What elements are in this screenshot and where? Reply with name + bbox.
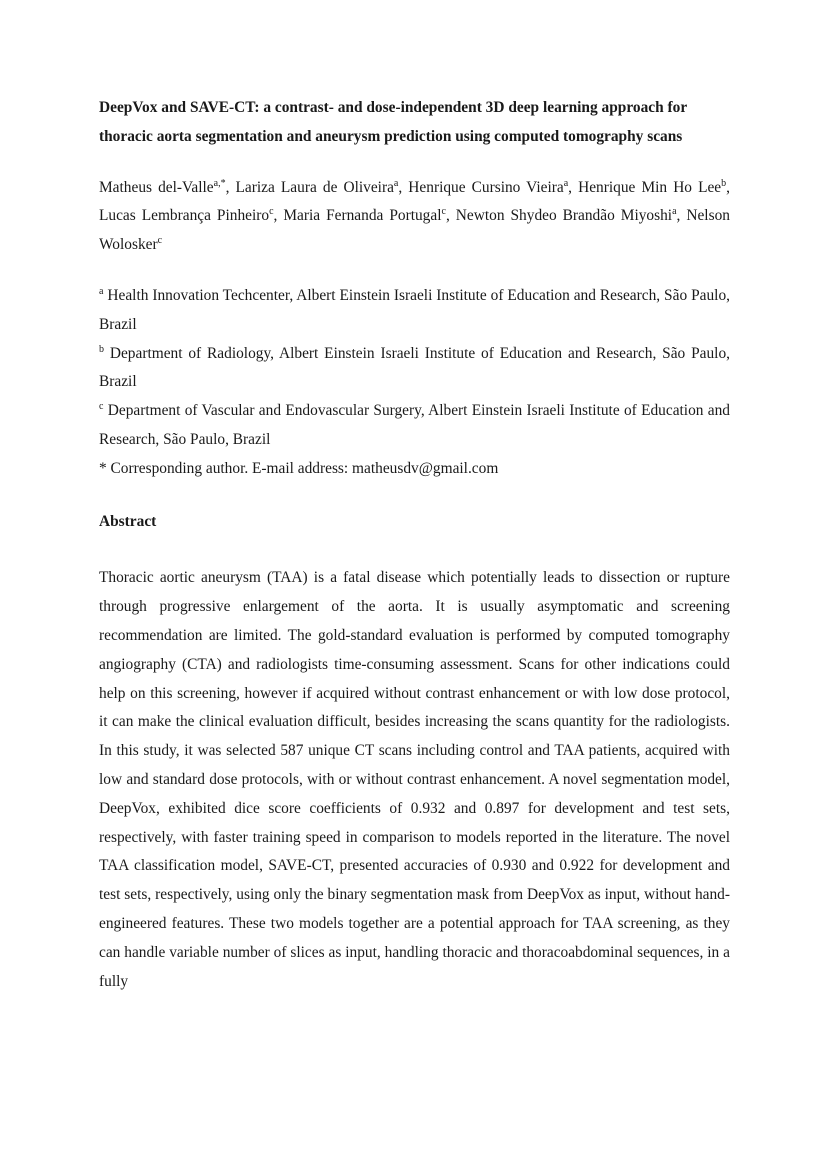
affiliation-text: Department of Vascular and Endovascular Surgery, Albert Einstein Israeli Institute of Education and Research, São Paulo, Brazil — [99, 402, 730, 448]
affiliation — [99, 282, 730, 340]
author-name: Lariza Laura de Oliveira — [235, 178, 394, 196]
corresponding-author-note: * Corresponding author. E-mail address: matheusdv@gmail.com — [99, 459, 499, 477]
affiliation-mark: c — [99, 401, 104, 413]
author-name: Newton Shydeo Brandão Miyoshi — [455, 207, 673, 225]
affiliation-text: Department of Radiology, Albert Einstein Israeli Institute of Education and Research, São Paulo, Brazil — [99, 344, 730, 391]
author-name: Henrique Min Ho Lee — [578, 178, 722, 196]
author-affiliation-mark: c — [441, 206, 446, 218]
author-name: Lucas Lembrança Pinheiro — [99, 207, 270, 225]
affiliation-text: Health Innovation Techcenter, Albert Einstein Israeli Institute of Education and Research, São Paulo, Brazil — [99, 286, 730, 333]
affiliation-list — [99, 282, 730, 484]
author-name: Henrique Cursino Vieira — [408, 178, 564, 196]
author-list: Matheus del-Valle$^{a,*}$, Lariza Laura de Oliveira$^a$, Henrique Cursino Vieira$^a$, Henrique Min Ho Lee$^b$, Lucas Lembrança Pinheiro$^c$, Maria Fernanda Portugal$^c$, Newton Shydeo Brandão Miyoshi$^a$, Nelson Wolosker$^c$ — [99, 177, 731, 254]
author-affiliation-mark: b — [721, 177, 727, 189]
author-affiliation-mark: c — [157, 235, 163, 247]
author-name: Maria Fernanda Portugal — [283, 207, 442, 225]
affiliation — [99, 340, 730, 398]
author-name: Matheus del-Valle — [99, 178, 214, 196]
affiliation — [99, 397, 730, 455]
affiliation-mark: b — [99, 343, 104, 355]
affiliation-mark: a — [99, 285, 104, 297]
paper-title: DeepVox and SAVE-CT: a contrast- and dose-independent 3D deep learning approach for thoracic aorta segmentation and aneurysm prediction using computed tomography scans — [99, 99, 687, 145]
author-affiliation-mark: a,* — [213, 177, 226, 189]
paper-page — [99, 94, 730, 996]
author-affiliation-mark: a — [563, 177, 569, 189]
abstract-heading: Abstract — [99, 512, 157, 530]
abstract-body: Thoracic aortic aneurysm (TAA) is a fatal disease which potentially leads to dissection or rupture through progressive enlargement of the aorta. It is usually asymptomatic and screening recommendation are limited. The gold-standard evaluation is performed by computed tomography angiography (CTA) and radiologists time-consuming assessment. Scans for other indications could help on this screening, however if acquired without contrast enhancement or with low dose protocol, it can make the clinical evaluation difficult, besides increasing the scans quantity for the radiologists. In this study, it was selected 587 unique CT scans including control and TAA patients, acquired with low and standard dose protocols, with or without contrast enhancement. A novel segmentation model, DeepVox, exhibited dice score coefficients of 0.932 and 0.897 for development and test sets, respectively, with faster training speed in comparison to models reported in the literature. The novel TAA classification model, SAVE-CT, presented accuracies of 0.930 and 0.922 for development and test sets, respectively, using only the binary segmentation mask from DeepVox as input, without hand-engineered features. These two models together are a potential approach for TAA screening, as they can handle variable number of slices as input, handling thoracic and thoracoabdominal sequences, in a fully — [99, 569, 730, 990]
author-name: Nelson Wolosker — [99, 207, 730, 254]
author-affiliation-mark: a — [672, 206, 677, 218]
author-affiliation-mark: a — [393, 177, 399, 189]
author-affiliation-mark: c — [269, 206, 274, 218]
